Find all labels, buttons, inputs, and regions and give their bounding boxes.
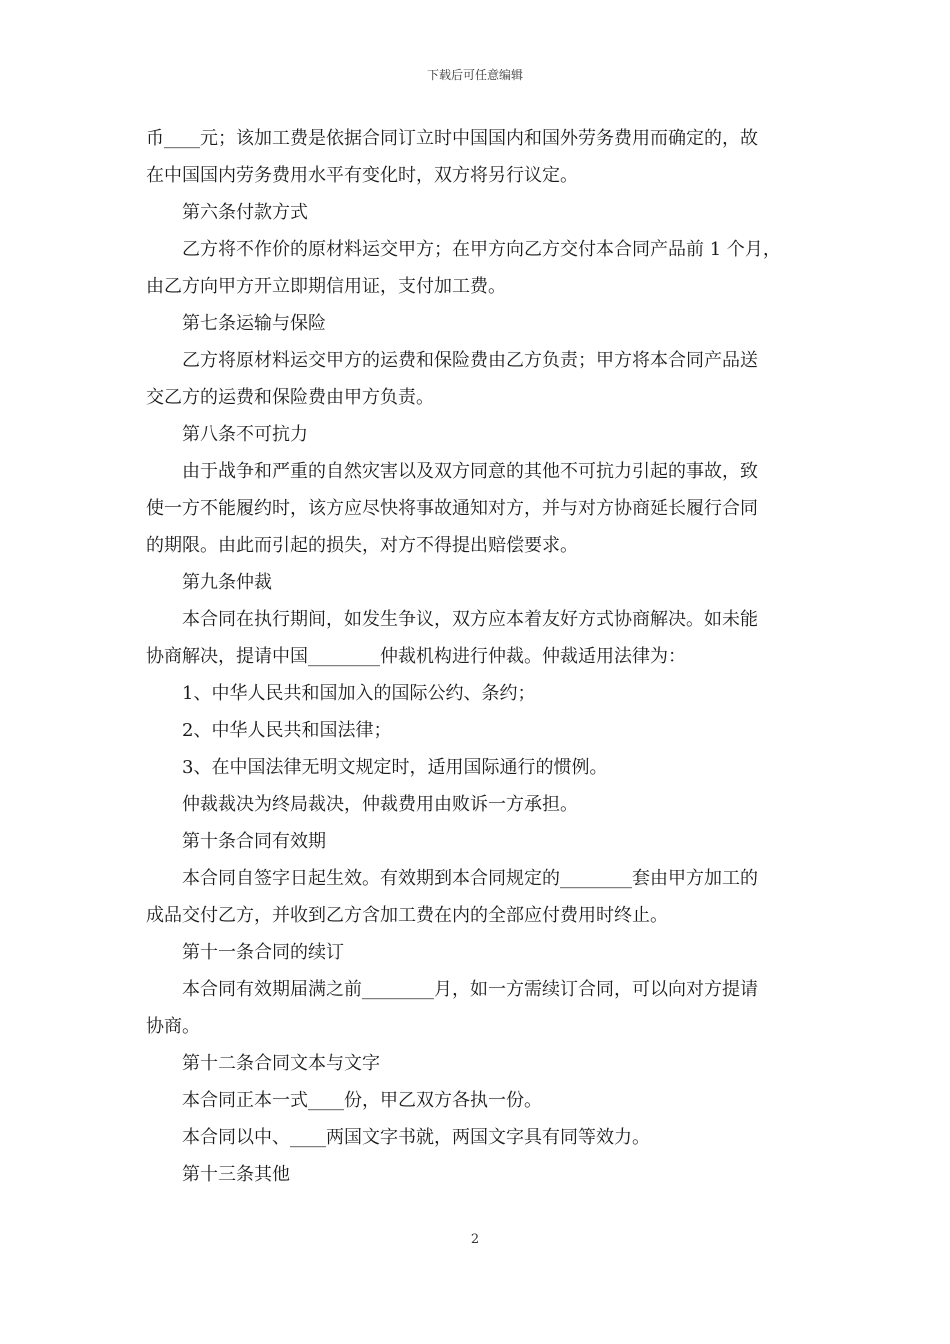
text-line: 成品交付乙方，并收到乙方含加工费在内的全部应付费用时终止。 bbox=[146, 905, 668, 926]
text-line: 本合同有效期届满之前________月，如一方需续订合同，可以向对方提请 bbox=[182, 979, 758, 1000]
text-line: 本合同正本一式____份，甲乙双方各执一份。 bbox=[182, 1090, 542, 1111]
text-line: 2、中华人民共和国法律； bbox=[182, 720, 392, 741]
text-line: 乙方将不作价的原材料运交甲方；在甲方向乙方交付本合同产品前 1 个月， bbox=[182, 239, 781, 260]
text-line: 第七条运输与保险 bbox=[182, 313, 326, 334]
text-line: 第十条合同有效期 bbox=[182, 831, 326, 852]
text-line: 第九条仲裁 bbox=[182, 572, 272, 593]
text-line: 第十三条其他 bbox=[182, 1164, 290, 1185]
text-line: 本合同以中、____两国文字书就，两国文字具有同等效力。 bbox=[182, 1127, 650, 1148]
text-line: 仲裁裁决为终局裁决，仲裁费用由败诉一方承担。 bbox=[182, 794, 578, 815]
text-line: 本合同在执行期间，如发生争议，双方应本着友好方式协商解决。如未能 bbox=[182, 609, 758, 630]
text-line: 使一方不能履约时，该方应尽快将事故通知对方，并与对方协商延长履行合同 bbox=[146, 498, 758, 519]
page-header: 下载后可任意编辑 bbox=[426, 68, 523, 82]
text-line: 由乙方向甲方开立即期信用证，支付加工费。 bbox=[146, 276, 506, 297]
text-line: 本合同自签字日起生效。有效期到本合同规定的________套由甲方加工的 bbox=[182, 868, 758, 889]
text-line: 第十一条合同的续订 bbox=[182, 942, 344, 963]
text-line: 在中国国内劳务费用水平有变化时，双方将另行议定。 bbox=[146, 165, 578, 186]
text-line: 交乙方的运费和保险费由甲方负责。 bbox=[146, 387, 434, 408]
page-number: 2 bbox=[470, 1232, 480, 1247]
text-line: 第十二条合同文本与文字 bbox=[182, 1053, 380, 1074]
document-body bbox=[146, 120, 812, 1193]
text-line: 第八条不可抗力 bbox=[182, 424, 308, 445]
text-line: 乙方将原材料运交甲方的运费和保险费由乙方负责；甲方将本合同产品送 bbox=[182, 350, 758, 371]
text-line: 第六条付款方式 bbox=[182, 202, 308, 223]
text-line: 协商。 bbox=[146, 1016, 200, 1037]
text-line: 的期限。由此而引起的损失，对方不得提出赔偿要求。 bbox=[146, 535, 578, 556]
text-line: 3、在中国法律无明文规定时，适用国际通行的惯例。 bbox=[182, 757, 608, 778]
text-line: 1、中华人民共和国加入的国际公约、条约； bbox=[182, 683, 536, 704]
text-line: 协商解决，提请中国________仲裁机构进行仲裁。仲裁适用法律为： bbox=[146, 646, 686, 667]
text-line: 币____元；该加工费是依据合同订立时中国国内和国外劳务费用而确定的，故 bbox=[146, 128, 758, 149]
text-line: 由于战争和严重的自然灾害以及双方同意的其他不可抗力引起的事故，致 bbox=[182, 461, 758, 482]
